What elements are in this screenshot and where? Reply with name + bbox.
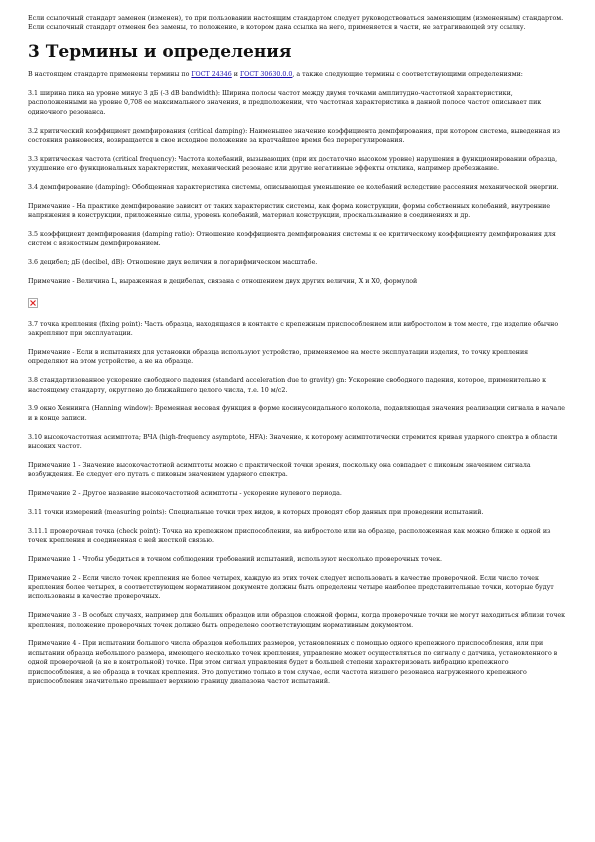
definition-paragraph: Примечание 2 - Другое название высокочастотной асимптоты - ускорение нулевого периода. (28, 490, 342, 498)
lead-text-before: В настоящем стандарте применены термины по (28, 71, 192, 79)
lead-text-after: , а также следующие термины с соответствующими определениями: (292, 71, 523, 79)
definition-paragraph: 3.7 точка крепления (fixing point): Часть образца, находящаяся в контакте с крепежным приспособлением или вибростолом в том месте, где изделие обычно закрепляют при эксплуатации. (28, 320, 559, 338)
gost-24346-link[interactable]: ГОСТ 24346 (191, 71, 232, 79)
definition-paragraph: 3.2 критический коэффициент демпфирования (critical damping): Наименьшее значение коэффициента демпфирования, при котором система, выведенная из состояния равновесия, возвращается в свое исходное положение за кратчайшее время без перерегулирования. (28, 127, 561, 145)
definition-paragraph: 3.1 ширина пика на уровне минус 3 дБ (-3 dB bandwidth): Ширина полосы частот между двумя точками амплитудно-частотной характеристики, расположенными на уровне 0,708 ее максимального значения, в предположении, что частотная характеристика в данной полосе частот описывает пик одиночного резонанса. (28, 90, 542, 116)
definition-paragraph: 3.4 демпфирование (damping): Обобщенная характеристика системы, описывающая уменьшение ее колебаний вследствие рассеяния механической энергии. (28, 184, 559, 192)
definition-paragraph: 3.8 стандартизованное ускорение свободного падения (standard acceleration due to gravity) gn: Ускорение свободного падения, которое, применительно к настоящему стандарту, округлено до ближайшего целого числа, т.е. 10 м/с2. (28, 377, 547, 394)
definition-paragraph: Примечание 2 - Если число точек крепления не более четырех, каждую из этих точек следует использовать в качестве проверочной. Если число точек крепления более четырех, в соответствующем нормативном документе должны быть определены четыре наиболее представительные точки, которые будут использованы в качестве проверочных. (28, 574, 554, 601)
section-heading: 3 Термины и определения (28, 42, 292, 63)
definitions-group-a (28, 89, 567, 286)
definition-paragraph: 3.6 децибел; дБ (decibel, dB): Отношение двух величин в логарифмическом масштабе. (28, 259, 318, 267)
definition-paragraph: 3.11 точки измерений (measuring points): Специальные точки трех видов, в которых проводят сбор данных при проведении испытаний. (28, 508, 484, 516)
definitions-group-b (28, 320, 567, 687)
definition-paragraph: Примечание - Если в испытаниях для установки образца используют устройство, применяемое на месте эксплуатации изделия, то точку крепления определяют на этом устройстве, а не на образце. (28, 349, 529, 366)
definition-paragraph: Примечание 4 - При испытании большого числа образцов небольших размеров, установленных с помощью одного крепежного приспособления, или при испытании образца небольшого размера, имеющего несколько точек крепления, управление может осуществляться по сигналу с датчика, установленного в одной проверочной (а не в контрольной) точке. При этом сигнал управления будет в большей степени характеризовать вибрацию крепежного приспособления, а не образца в точках крепления. Это допустимо только в том случае, если частота низшего резонанса нагруженного крепежного приспособления значительно превышает верхнюю границу диапазона частот испытаний. (28, 640, 558, 686)
gost-30630-link[interactable]: ГОСТ 30630.0.0 (239, 71, 293, 79)
broken-image-icon (28, 298, 38, 308)
definition-paragraph: 3.11.1 проверочная точка (check point): Точка на крепежном приспособлении, на вибростоле или на образце, расположенная как можно ближе к одной из точек крепления и соединенная с ней жесткой связью. (28, 527, 551, 545)
definition-paragraph: Примечание 1 - Чтобы убедиться в точном соблюдении требований испытаний, используют несколько проверочных точек. (28, 555, 443, 563)
definition-paragraph: 3.9 окно Хеннинга (Hanning window): Временная весовая функция в форме косинусоидального колокола, подавляющая значения реализации сигнала в начале и в конце записи. (28, 405, 565, 422)
definition-paragraph: 3.10 высокочастотная асимптота; ВЧА (high-frequency asymptote, HFA): Значение, к которому асимптотически стремится кривая ударного спектра в области высоких частот. (28, 433, 558, 451)
definition-paragraph: Примечание - На практике демпфирование зависит от таких характеристик системы, как форма конструкции, формы собственных колебаний, внутренние напряжения в конструкции, приложенные силы, уровень колебаний, материал конструкции, проскальзывание в соединениях и др. (28, 202, 551, 220)
definition-paragraph: Примечание - Величина L, выраженная в децибелах, связана с отношением двух других величин, X и X0, формулой (28, 278, 418, 286)
intro-paragraph: Если ссылочный стандарт заменен (изменен), то при пользовании настоящим стандартом следует руководствоваться заменяющим (измененным) стандартом. Если ссылочный стандарт отменен без замены, то положение, в котором дана ссылка на него, применяется в части, не затрагивающей эту ссылку. (28, 15, 564, 32)
lead-paragraph (28, 70, 567, 79)
definition-paragraph: 3.5 коэффициент демпфирования (damping ratio): Отношение коэффициента демпфирования системы к ее критическому коэффициенту демпфирования для систем с вязкостным демпфированием. (28, 231, 556, 248)
definition-paragraph: 3.3 критическая частота (critical frequency): Частота колебаний, вызывающих (при их достаточно высоком уровне) нарушения в функционировании образца, ухудшение его функциональных характеристик, механический резонанс или другие негативные эффекты отклика, например дребезжание. (28, 155, 558, 173)
formula-image (28, 296, 567, 320)
definition-paragraph: Примечание 3 - В особых случаях, например для больших образцов или образцов сложной формы, когда проверочные точки не могут находиться вблизи точек крепления, положение проверочных точек должно быть определено соответствующим нормативным документом. (28, 612, 566, 629)
definition-paragraph: Примечание 1 - Значение высокочастотной асимптоты можно с практической точки зрения, поскольку она совпадает с пиковым значением сигнала возбуждения. Ее следует его путать с пиковым значением ударного спектра. (28, 461, 531, 479)
lead-text-mid: и (231, 71, 240, 79)
